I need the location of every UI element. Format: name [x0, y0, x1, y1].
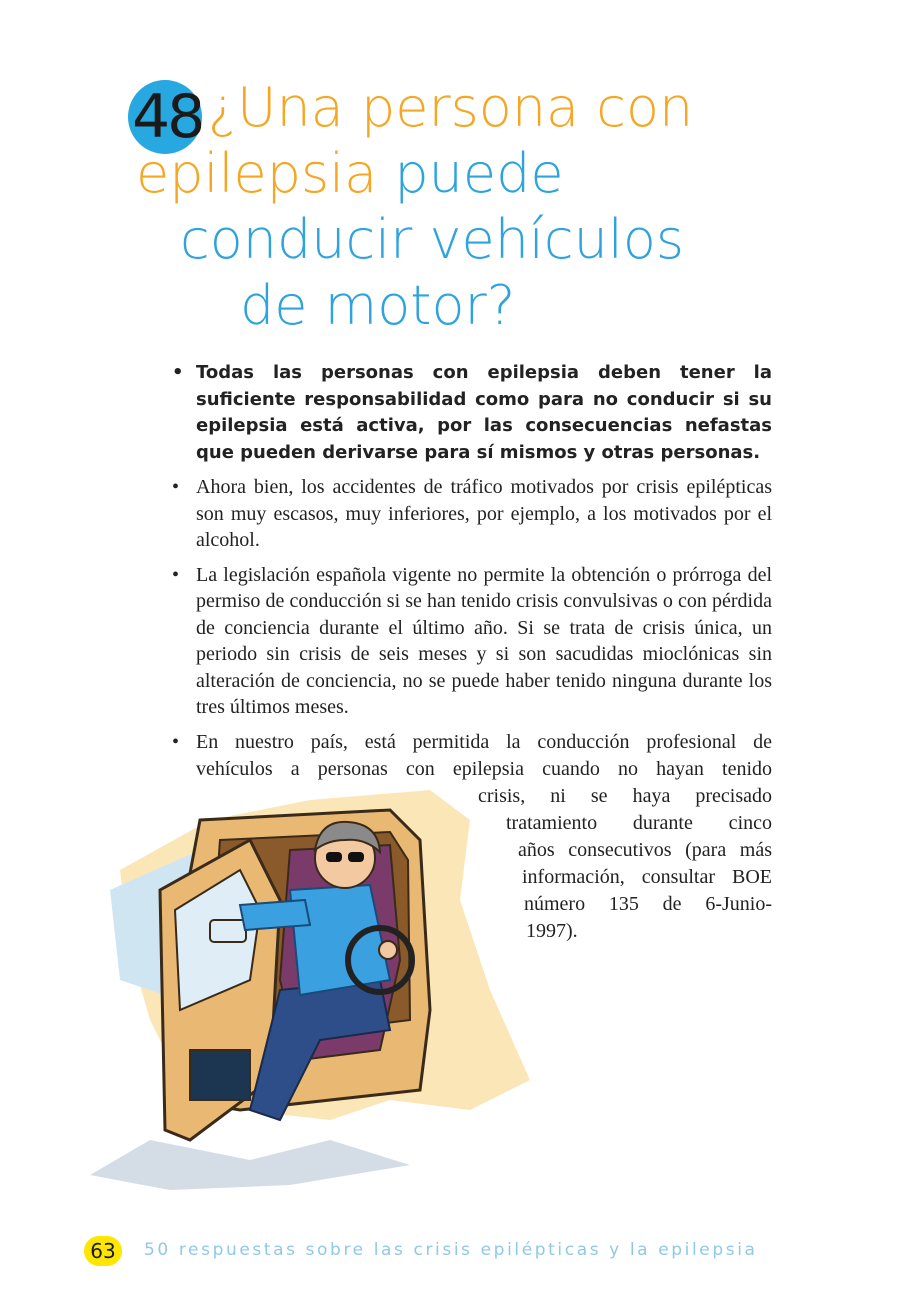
title-line-1: ¿Una persona con [208, 76, 694, 139]
bullet-line: En nuestro país, está permitida la conducción profesional de [196, 731, 772, 753]
title-line-2 [136, 144, 564, 204]
bullet-line: años consecutivos (para más [518, 839, 772, 861]
bullet-text: Ahora bien, los accidentes de tráfico motivados por crisis epilépticas son muy escasos, muy inferiores, por ejemplo, a los motivados por el alcohol. [196, 476, 772, 551]
title-line-2-blue: puede [377, 142, 564, 205]
answer-body [170, 360, 772, 729]
bullet-dot: • [172, 563, 180, 586]
side-mirror [210, 920, 246, 942]
bullet-text: Todas las personas con epilepsia deben tener la suficiente responsabilidad como para no conducir si su epilepsia está activa, por las consecuencias nefastas que pueden derivarse para sí mismos y otras personas. [196, 362, 772, 463]
bullet-text: La legislación española vigente no permite la obtención o prórroga del permiso de conducción si se han tenido crisis convulsivas o con pérdida de conciencia durante el último año. Si se trata de crisis única, un periodo sin crisis de seis meses y si son sacudidas mioclónicas sin alteración de conciencia, no se puede haber tenido ninguna durante los tres últimos meses. [196, 563, 772, 718]
bullet-dot: • [172, 731, 180, 753]
door-panel [190, 1050, 250, 1100]
bullet-line: tratamiento durante cinco [506, 812, 772, 834]
bullet-item [170, 474, 772, 554]
bullet-item [170, 360, 772, 466]
title-line-3: conducir vehículos [180, 208, 685, 271]
question-number: 48 [132, 82, 203, 152]
title-line-2-orange: epilepsia [136, 142, 378, 205]
driver-in-car-illustration [90, 780, 560, 1200]
driver-hand [379, 941, 397, 959]
bullet-dot: • [172, 362, 184, 383]
sunglasses-left [326, 852, 342, 862]
bullet-dot: • [172, 476, 180, 498]
book-title: 50 respuestas sobre las crisis epilépticas y la epilepsia [144, 1240, 758, 1260]
bullet-line: información, consultar BOE [522, 866, 772, 888]
title-line-4: de motor? [240, 274, 516, 337]
page-number: 63 [84, 1236, 122, 1266]
sunglasses-right [348, 852, 364, 862]
bullet-line: crisis, ni se haya precisado [478, 785, 772, 807]
shadow-shape [90, 1140, 410, 1190]
bullet-item [170, 562, 772, 721]
bullet-line: vehículos a personas con epilepsia cuando no hayan tenido [196, 758, 772, 780]
bullet-line: 1997). [526, 920, 578, 942]
bullet-line: número 135 de 6-Junio- [524, 893, 772, 915]
driver-arm [240, 900, 310, 930]
